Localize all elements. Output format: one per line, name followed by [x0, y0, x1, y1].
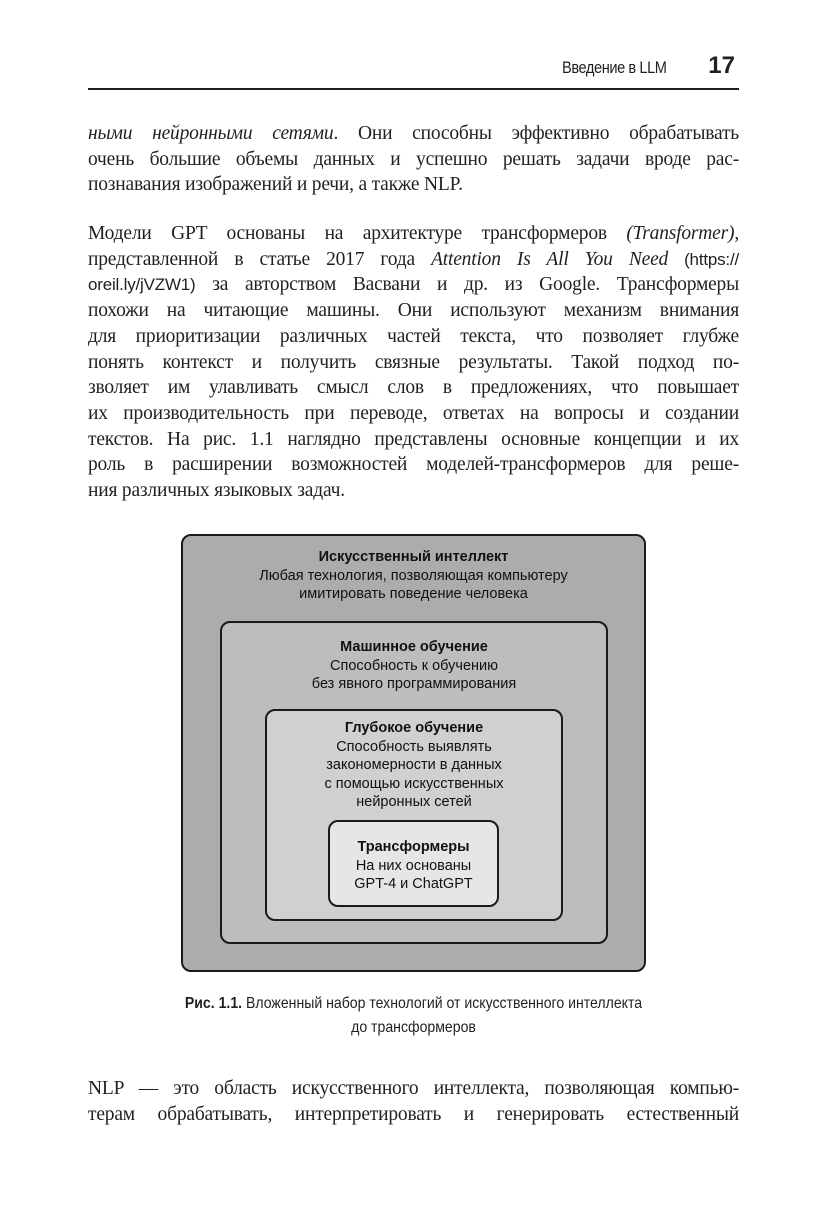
text: за авторством Васвани и др. из Google. Трансформеры: [195, 274, 739, 296]
paragraph-3: [88, 1076, 739, 1127]
box-line: GPT-4 и ChatGPT: [354, 876, 473, 892]
text-line: NLP — это область искусственного интеллекта, позволяющая компью-: [88, 1078, 739, 1099]
box-title: Глубокое обучение: [344, 720, 484, 736]
text-line: терам обрабатывать, интерпретировать и генерировать естественный: [88, 1103, 739, 1125]
box-line: Способность выявлять: [336, 738, 492, 755]
box-label: [267, 719, 561, 812]
text-line: [88, 221, 739, 247]
text-line: [88, 121, 739, 147]
box-line: без явного программирования: [311, 676, 517, 692]
caption-label: Рис. 1.1.: [184, 995, 243, 1012]
box-line: нейронных сетей: [356, 794, 472, 810]
box-title: Искусственный интеллект: [318, 549, 509, 565]
text: представленной в статье 2017 года: [88, 248, 432, 270]
box-line: имитировать поведение человека: [299, 586, 528, 602]
page-header: [88, 50, 739, 90]
running-title: Введение в LLM: [562, 58, 667, 77]
text: Модели GPT основаны на архитектуре трансформеров: [88, 223, 627, 244]
paragraph-1: [88, 121, 739, 198]
text-line: текстов. На рис. 1.1 наглядно представлены основные концепции и их: [88, 428, 739, 450]
text-line: для приоритизации различных частей текста, что позволяет глубже: [88, 325, 739, 347]
italic-text: (Transformer): [626, 223, 735, 244]
text-line: похожи на читающие машины. Они используют механизм внимания: [88, 300, 739, 322]
box-label: [330, 838, 497, 894]
text-line: ния различных языковых задач.: [88, 480, 345, 502]
caption-text: Вложенный набор технологий от искусственного интеллекта: [242, 995, 643, 1012]
text-line: понять контекст и получить связные результаты. Такой подход по-: [88, 351, 739, 373]
text-line: познавания изображений и речи, а также NLP.: [88, 174, 463, 196]
text-line: очень большие объемы данных и успешно решать задачи вроде рас-: [88, 148, 739, 170]
box-line: с помощью искусственных: [324, 775, 504, 792]
text-line: [88, 272, 739, 298]
box-line: закономерности в данных: [326, 757, 502, 773]
box-line: Способность к обучению: [330, 657, 498, 674]
text-line: роль в расширении возможностей моделей-трансформеров для реше-: [88, 454, 739, 476]
text: . Они способны эффективно обрабатывать: [333, 123, 739, 144]
text-line: зволяет им улавливать смысл слов в предложениях, что повышает: [88, 377, 739, 399]
box-label: [183, 548, 644, 604]
figure-caption: [138, 992, 690, 1040]
text-line: [88, 247, 739, 273]
box-line: Любая технология, позволяющая компьютеру: [259, 567, 568, 584]
box-label: [222, 638, 606, 694]
text-line: их производительность при переводе, ответах на вопросы и создании: [88, 402, 739, 424]
box-line: На них основаны: [355, 857, 472, 874]
box-title: Трансформеры: [357, 839, 470, 855]
paragraph-2: [88, 221, 739, 504]
paper-title: Attention Is All You Need: [431, 248, 669, 270]
italic-text: ными нейронными сетями: [88, 123, 334, 144]
link-url[interactable]: (https://: [668, 249, 739, 269]
box-title: Машинное обучение: [340, 639, 488, 655]
caption-text: до трансформеров: [351, 1019, 476, 1036]
page-number: 17: [708, 52, 735, 79]
box-transformers: [328, 820, 499, 907]
link-url[interactable]: oreil.ly/jVZW1): [88, 275, 196, 295]
text: ,: [734, 223, 739, 244]
